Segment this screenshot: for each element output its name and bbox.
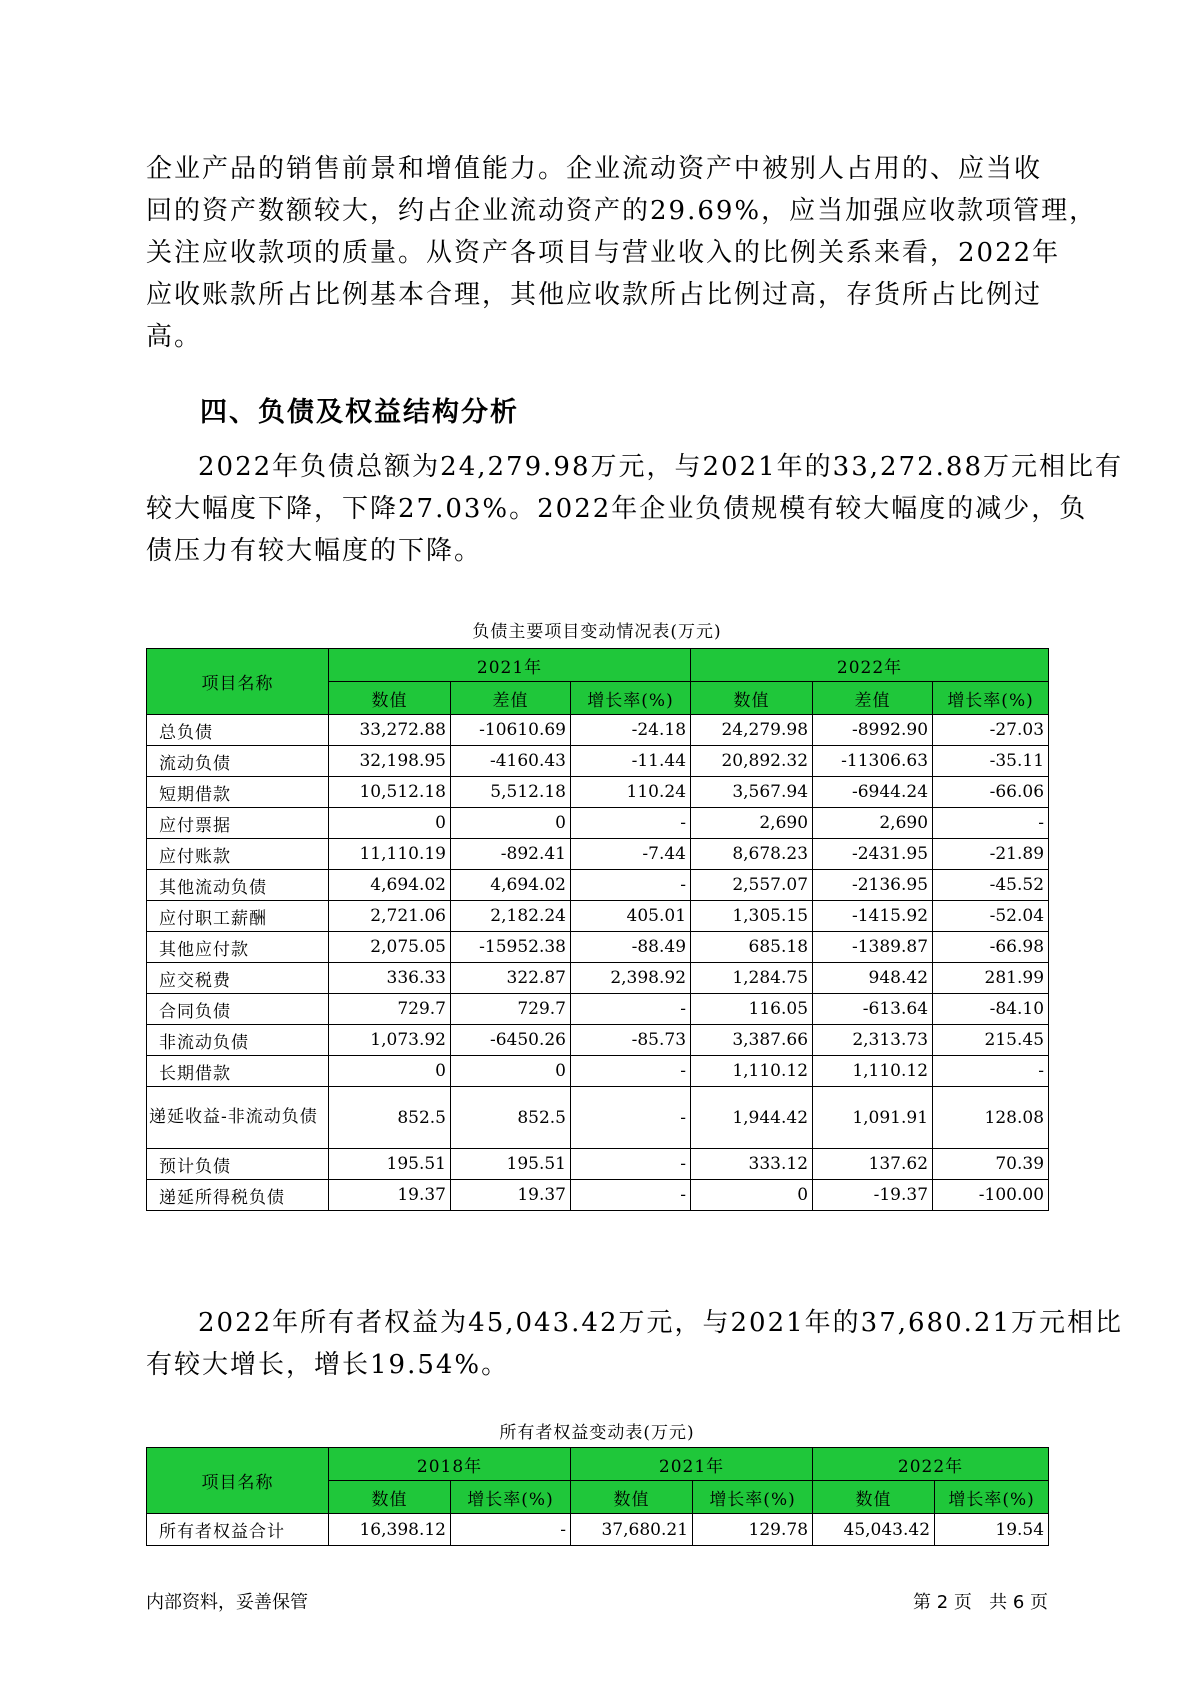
table-cell: 10,512.18	[329, 777, 451, 808]
header-diff: 差值	[451, 682, 571, 715]
row-label: 应付账款	[147, 839, 329, 870]
table-cell: 1,073.92	[329, 1025, 451, 1056]
table-row	[147, 1025, 1049, 1056]
table-row	[147, 808, 1049, 839]
table-cell: 110.24	[571, 777, 691, 808]
row-label: 短期借款	[147, 777, 329, 808]
table-cell: 33,272.88	[329, 715, 451, 746]
header-value: 数值	[571, 1481, 693, 1514]
table-cell: 729.7	[329, 994, 451, 1025]
table-cell: 333.12	[691, 1149, 813, 1180]
table-cell: -35.11	[933, 746, 1049, 777]
table-row	[147, 1180, 1049, 1211]
table-cell: -	[933, 1056, 1049, 1087]
footer-page-number: 第 2 页 共 6 页	[913, 1592, 1048, 1613]
table-cell: 852.5	[451, 1087, 571, 1149]
table-cell: -10610.69	[451, 715, 571, 746]
equity-table-caption: 所有者权益变动表(万元)	[499, 1423, 695, 1443]
header-value: 数值	[329, 682, 451, 715]
table-cell: 685.18	[691, 932, 813, 963]
table-cell: 2,313.73	[813, 1025, 933, 1056]
table-cell: 5,512.18	[451, 777, 571, 808]
table-row	[147, 839, 1049, 870]
table-cell: 2,690	[691, 808, 813, 839]
table-cell: 215.45	[933, 1025, 1049, 1056]
table-cell: 1,305.15	[691, 901, 813, 932]
table-cell: -	[571, 1180, 691, 1211]
liability-paragraph	[146, 446, 1123, 572]
table-cell: -66.06	[933, 777, 1049, 808]
header-value: 数值	[813, 1481, 935, 1514]
table-cell: 1,284.75	[691, 963, 813, 994]
table-cell: 0	[329, 808, 451, 839]
table-cell: -6450.26	[451, 1025, 571, 1056]
table-row	[147, 1149, 1049, 1180]
header-diff: 差值	[813, 682, 933, 715]
table-cell: 2,721.06	[329, 901, 451, 932]
text-line: 有较大增长，增长19.54%。	[146, 1350, 510, 1380]
table-cell: 3,387.66	[691, 1025, 813, 1056]
table-cell: -66.98	[933, 932, 1049, 963]
table-row	[147, 901, 1049, 932]
table-row	[147, 963, 1049, 994]
footer-left: 内部资料，妥善保管	[146, 1592, 308, 1613]
row-label: 合同负债	[147, 994, 329, 1025]
table-cell: -7.44	[571, 839, 691, 870]
table-cell: -27.03	[933, 715, 1049, 746]
table-cell: 195.51	[451, 1149, 571, 1180]
table-cell: 948.42	[813, 963, 933, 994]
table-cell: 2,182.24	[451, 901, 571, 932]
table-cell: -	[571, 1056, 691, 1087]
table-cell: -	[571, 870, 691, 901]
table-cell: -85.73	[571, 1025, 691, 1056]
table-cell: 0	[451, 808, 571, 839]
text-line: 债压力有较大幅度的下降。	[146, 536, 483, 566]
text-line: 企业产品的销售前景和增值能力。企业流动资产中被别人占用的、应当收	[146, 154, 1043, 184]
table-cell: 0	[329, 1056, 451, 1087]
table-row	[147, 1514, 1049, 1546]
table-cell: -	[933, 808, 1049, 839]
table-cell: -1415.92	[813, 901, 933, 932]
header-item-name: 项目名称	[147, 1448, 329, 1514]
row-label: 递延收益-非流动负债	[147, 1087, 329, 1149]
table-cell: 322.87	[451, 963, 571, 994]
row-label: 应交税费	[147, 963, 329, 994]
table-cell: 1,091.91	[813, 1087, 933, 1149]
table-cell: -19.37	[813, 1180, 933, 1211]
header-year-2022: 2022年	[691, 649, 1049, 682]
table-cell: -15952.38	[451, 932, 571, 963]
equity-table	[146, 1447, 1049, 1546]
table-cell: 116.05	[691, 994, 813, 1025]
row-label: 非流动负债	[147, 1025, 329, 1056]
table-cell: 24,279.98	[691, 715, 813, 746]
text-line: 应收账款所占比例基本合理，其他应收款所占比例过高，存货所占比例过	[146, 280, 1043, 310]
table-cell: 1,944.42	[691, 1087, 813, 1149]
table-cell: -45.52	[933, 870, 1049, 901]
table-cell: -8992.90	[813, 715, 933, 746]
table-cell: 2,398.92	[571, 963, 691, 994]
table-cell: -52.04	[933, 901, 1049, 932]
table-cell: 1,110.12	[813, 1056, 933, 1087]
table-cell: -2431.95	[813, 839, 933, 870]
table-row	[147, 777, 1049, 808]
table-cell: 11,110.19	[329, 839, 451, 870]
table-cell: 0	[451, 1056, 571, 1087]
table-cell: 281.99	[933, 963, 1049, 994]
table-row	[147, 1056, 1049, 1087]
table-cell: 852.5	[329, 1087, 451, 1149]
table-cell: 2,690	[813, 808, 933, 839]
text-line: 2022年所有者权益为45,043.42万元，与2021年的37,680.21万元相比	[198, 1308, 1123, 1338]
table-cell: -100.00	[933, 1180, 1049, 1211]
table-cell: -892.41	[451, 839, 571, 870]
table-cell: -	[571, 994, 691, 1025]
row-label: 应付票据	[147, 808, 329, 839]
table-cell: 8,678.23	[691, 839, 813, 870]
table-cell: -24.18	[571, 715, 691, 746]
table-cell: 70.39	[933, 1149, 1049, 1180]
table-cell: 37,680.21	[571, 1514, 693, 1546]
liability-table	[146, 648, 1049, 1211]
table-cell: 405.01	[571, 901, 691, 932]
text-line: 关注应收款项的质量。从资产各项目与营业收入的比例关系来看，2022年	[146, 238, 1061, 268]
table-cell: -613.64	[813, 994, 933, 1025]
table-cell: -	[571, 1087, 691, 1149]
table-row	[147, 1087, 1049, 1149]
row-label: 其他流动负债	[147, 870, 329, 901]
table-cell: 129.78	[693, 1514, 813, 1546]
row-label: 总负债	[147, 715, 329, 746]
text-line: 较大幅度下降，下降27.03%。2022年企业负债规模有较大幅度的减少，负	[146, 494, 1088, 524]
table-cell: 4,694.02	[329, 870, 451, 901]
text-line: 高。	[146, 322, 203, 352]
table-cell: 128.08	[933, 1087, 1049, 1149]
header-growth: 增长率(%)	[571, 682, 691, 715]
table-cell: 0	[691, 1180, 813, 1211]
header-growth: 增长率(%)	[451, 1481, 571, 1514]
header-year-2018: 2018年	[329, 1448, 571, 1481]
table-cell: 336.33	[329, 963, 451, 994]
header-value: 数值	[329, 1481, 451, 1514]
row-label: 递延所得税负债	[147, 1180, 329, 1211]
table-cell: -4160.43	[451, 746, 571, 777]
table-cell: 45,043.42	[813, 1514, 935, 1546]
header-year-2021: 2021年	[571, 1448, 813, 1481]
table-cell: 2,075.05	[329, 932, 451, 963]
table-cell: 137.62	[813, 1149, 933, 1180]
table-cell: -11306.63	[813, 746, 933, 777]
table-cell: -1389.87	[813, 932, 933, 963]
table-cell: -84.10	[933, 994, 1049, 1025]
header-growth: 增长率(%)	[693, 1481, 813, 1514]
row-label: 长期借款	[147, 1056, 329, 1087]
equity-paragraph	[146, 1302, 1123, 1386]
table-cell: 2,557.07	[691, 870, 813, 901]
table-cell: -2136.95	[813, 870, 933, 901]
header-item-name: 项目名称	[147, 649, 329, 715]
table-cell: 19.54	[935, 1514, 1049, 1546]
header-year-2022: 2022年	[813, 1448, 1049, 1481]
row-label: 其他应付款	[147, 932, 329, 963]
table-cell: 32,198.95	[329, 746, 451, 777]
table-cell: -11.44	[571, 746, 691, 777]
table-cell: 729.7	[451, 994, 571, 1025]
table-cell: 3,567.94	[691, 777, 813, 808]
table-cell: -	[571, 808, 691, 839]
table-row	[147, 932, 1049, 963]
table-cell: 16,398.12	[329, 1514, 451, 1546]
section-heading: 四、负债及权益结构分析	[200, 397, 519, 428]
liability-table-caption: 负债主要项目变动情况表(万元)	[472, 622, 722, 642]
table-row	[147, 715, 1049, 746]
intro-paragraph	[146, 148, 1098, 358]
table-row	[147, 994, 1049, 1025]
table-cell: 4,694.02	[451, 870, 571, 901]
table-cell: 195.51	[329, 1149, 451, 1180]
table-cell: -21.89	[933, 839, 1049, 870]
row-label: 流动负债	[147, 746, 329, 777]
table-row	[147, 870, 1049, 901]
row-label: 预计负债	[147, 1149, 329, 1180]
table-cell: 19.37	[329, 1180, 451, 1211]
text-line: 回的资产数额较大，约占企业流动资产的29.69%，应当加强应收款项管理，	[146, 196, 1098, 226]
row-label: 所有者权益合计	[147, 1514, 329, 1546]
text-line: 2022年负债总额为24,279.98万元，与2021年的33,272.88万元相比有	[198, 452, 1123, 482]
row-label: 应付职工薪酬	[147, 901, 329, 932]
table-cell: -6944.24	[813, 777, 933, 808]
table-cell: -	[451, 1514, 571, 1546]
header-growth: 增长率(%)	[933, 682, 1049, 715]
table-cell: 1,110.12	[691, 1056, 813, 1087]
table-cell: -88.49	[571, 932, 691, 963]
header-value: 数值	[691, 682, 813, 715]
header-year-2021: 2021年	[329, 649, 691, 682]
table-cell: 19.37	[451, 1180, 571, 1211]
table-cell: -	[571, 1149, 691, 1180]
table-cell: 20,892.32	[691, 746, 813, 777]
table-row	[147, 746, 1049, 777]
header-growth: 增长率(%)	[935, 1481, 1049, 1514]
